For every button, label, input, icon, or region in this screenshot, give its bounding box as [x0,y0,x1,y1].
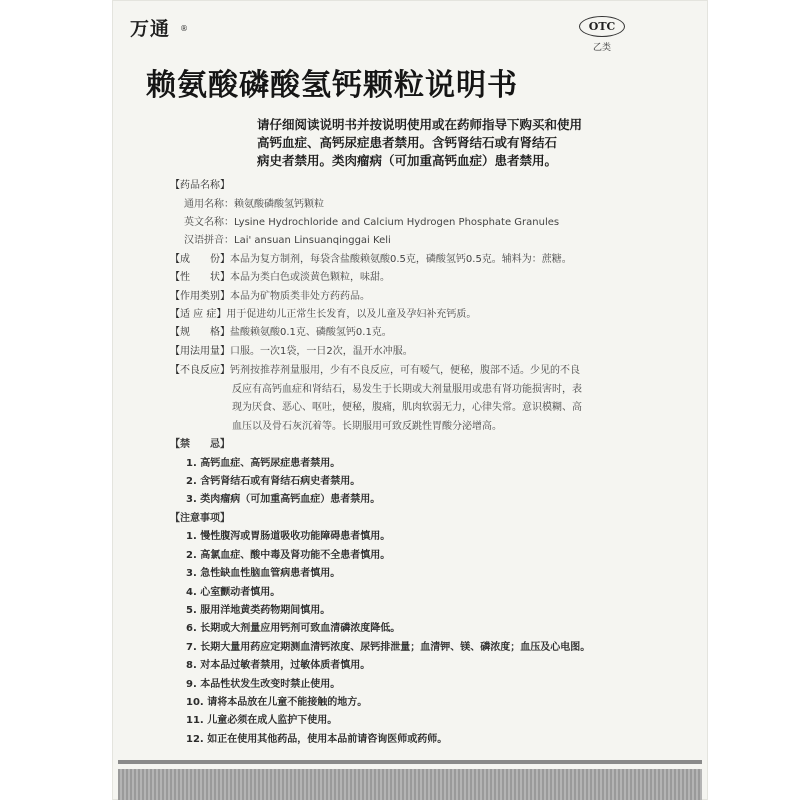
field-label: 【作用类别】 [170,291,230,302]
brand-logo: 万通 [130,18,171,40]
precaution-item: 5. 服用洋地黄类药物期间慎用。 [186,605,331,616]
english-name: 英文名称：Lysine Hydrochloride and Calcium Hydrogen Phosphate Granules [184,217,560,228]
warning-line-2: 高钙血症、高钙尿症患者禁用。含钙肾结石或有肾结石 [257,135,558,150]
field-dosage [170,342,413,357]
adverse-line-1: 钙剂按推荐剂量服用，少有不良反应，可有嗳气，便秘，腹部不适。少见的不良 [230,365,580,376]
section-label: 【不良反应】 [170,365,230,376]
section-label: 【药品名称】 [170,180,230,191]
field-label: 【成 份】 [170,254,230,265]
precaution-item: 12. 如正在使用其他药品，使用本品前请咨询医师或药师。 [186,734,448,745]
precaution-item: 10. 请将本品放在儿童不能接触的地方。 [186,697,368,708]
precaution-item: 9. 本品性状发生改变时禁止使用。 [186,679,341,690]
document-title: 赖氨酸磷酸氢钙颗粒说明书 [146,68,518,103]
precautions-heading: 【注意事项】 [170,513,230,524]
field-appearance [170,268,390,283]
contraindications-heading: 【禁 忌】 [170,439,230,450]
precaution-item: 1. 慢性腹泻或胃肠道吸收功能障碍患者慎用。 [186,531,391,542]
precaution-item: 7. 长期大量用药应定期测血清钙浓度、尿钙排泄量；血清钾、镁、磷浓度；血压及心电图。 [186,642,591,653]
warning-line-1: 请仔细阅读说明书并按说明使用或在药师指导下购买和使用 [257,117,583,132]
adverse-line-2: 反应有高钙血症和肾结石，易发生于长期或大剂量服用或患有肾功能损害时，表 [232,384,582,395]
field-category [170,287,370,302]
adverse-line-4: 血压以及骨石灰沉着等。长期服用可致反跳性胃酸分泌增高。 [232,421,502,432]
adverse-line-3: 现为厌食、恶心、呕吐，便秘，腹痛，肌肉软弱无力，心律失常。意识模糊、高 [232,402,582,413]
pinyin-name: 汉语拼音：Lai' ansuan Linsuanqinggai Keli [184,235,391,246]
warning-line-3: 病史者禁用。类肉瘤病（可加重高钙血症）患者禁用。 [257,153,558,168]
field-specification [170,323,392,338]
otc-badge: OTC [579,16,625,37]
field-value: 口服。一次1袋，一日2次，温开水冲服。 [230,346,413,357]
field-label: 【适 应 症】 [170,309,227,320]
field-indications [170,305,476,320]
precaution-item: 11. 儿童必须在成人监护下使用。 [186,715,338,726]
field-label: 【性 状】 [170,272,230,283]
adverse-heading [170,361,580,376]
otc-class-label: 乙类 [593,43,612,53]
field-value: 本品为类白色或淡黄色颗粒，味甜。 [230,272,390,283]
drug-name-heading [170,176,230,191]
common-name: 通用名称：赖氨酸磷酸氢钙颗粒 [184,199,324,210]
field-value: 用于促进幼儿正常生长发育，以及儿童及孕妇补充钙质。 [226,309,477,320]
contraindication-item: 1. 高钙血症、高钙尿症患者禁用。 [186,458,341,469]
precaution-item: 6. 长期或大剂量应用钙剂可致血清磷浓度降低。 [186,623,401,634]
scan-edge [118,760,702,800]
scan-shadow [118,769,702,800]
divider-bar [118,760,702,764]
precaution-item: 2. 高氯血症、酸中毒及肾功能不全患者慎用。 [186,550,391,561]
precaution-item: 4. 心室颤动者慎用。 [186,587,281,598]
precaution-item: 3. 急性缺血性脑血管病患者慎用。 [186,568,341,579]
field-ingredients [170,250,572,265]
precaution-item: 8. 对本品过敏者禁用，过敏体质者慎用。 [186,660,371,671]
registered-mark: ® [180,24,188,33]
field-label: 【规 格】 [170,327,230,338]
contraindication-item: 2. 含钙肾结石或有肾结石病史者禁用。 [186,476,361,487]
contraindication-item: 3. 类肉瘤病（可加重高钙血症）患者禁用。 [186,494,381,505]
field-value: 本品为矿物质类非处方药药品。 [230,291,370,302]
field-value: 本品为复方制剂，每袋含盐酸赖氨酸0.5克，磷酸氢钙0.5克。辅料为：蔗糖。 [230,254,572,265]
field-value: 盐酸赖氨酸0.1克、磷酸氢钙0.1克。 [230,327,392,338]
field-label: 【用法用量】 [170,346,230,357]
